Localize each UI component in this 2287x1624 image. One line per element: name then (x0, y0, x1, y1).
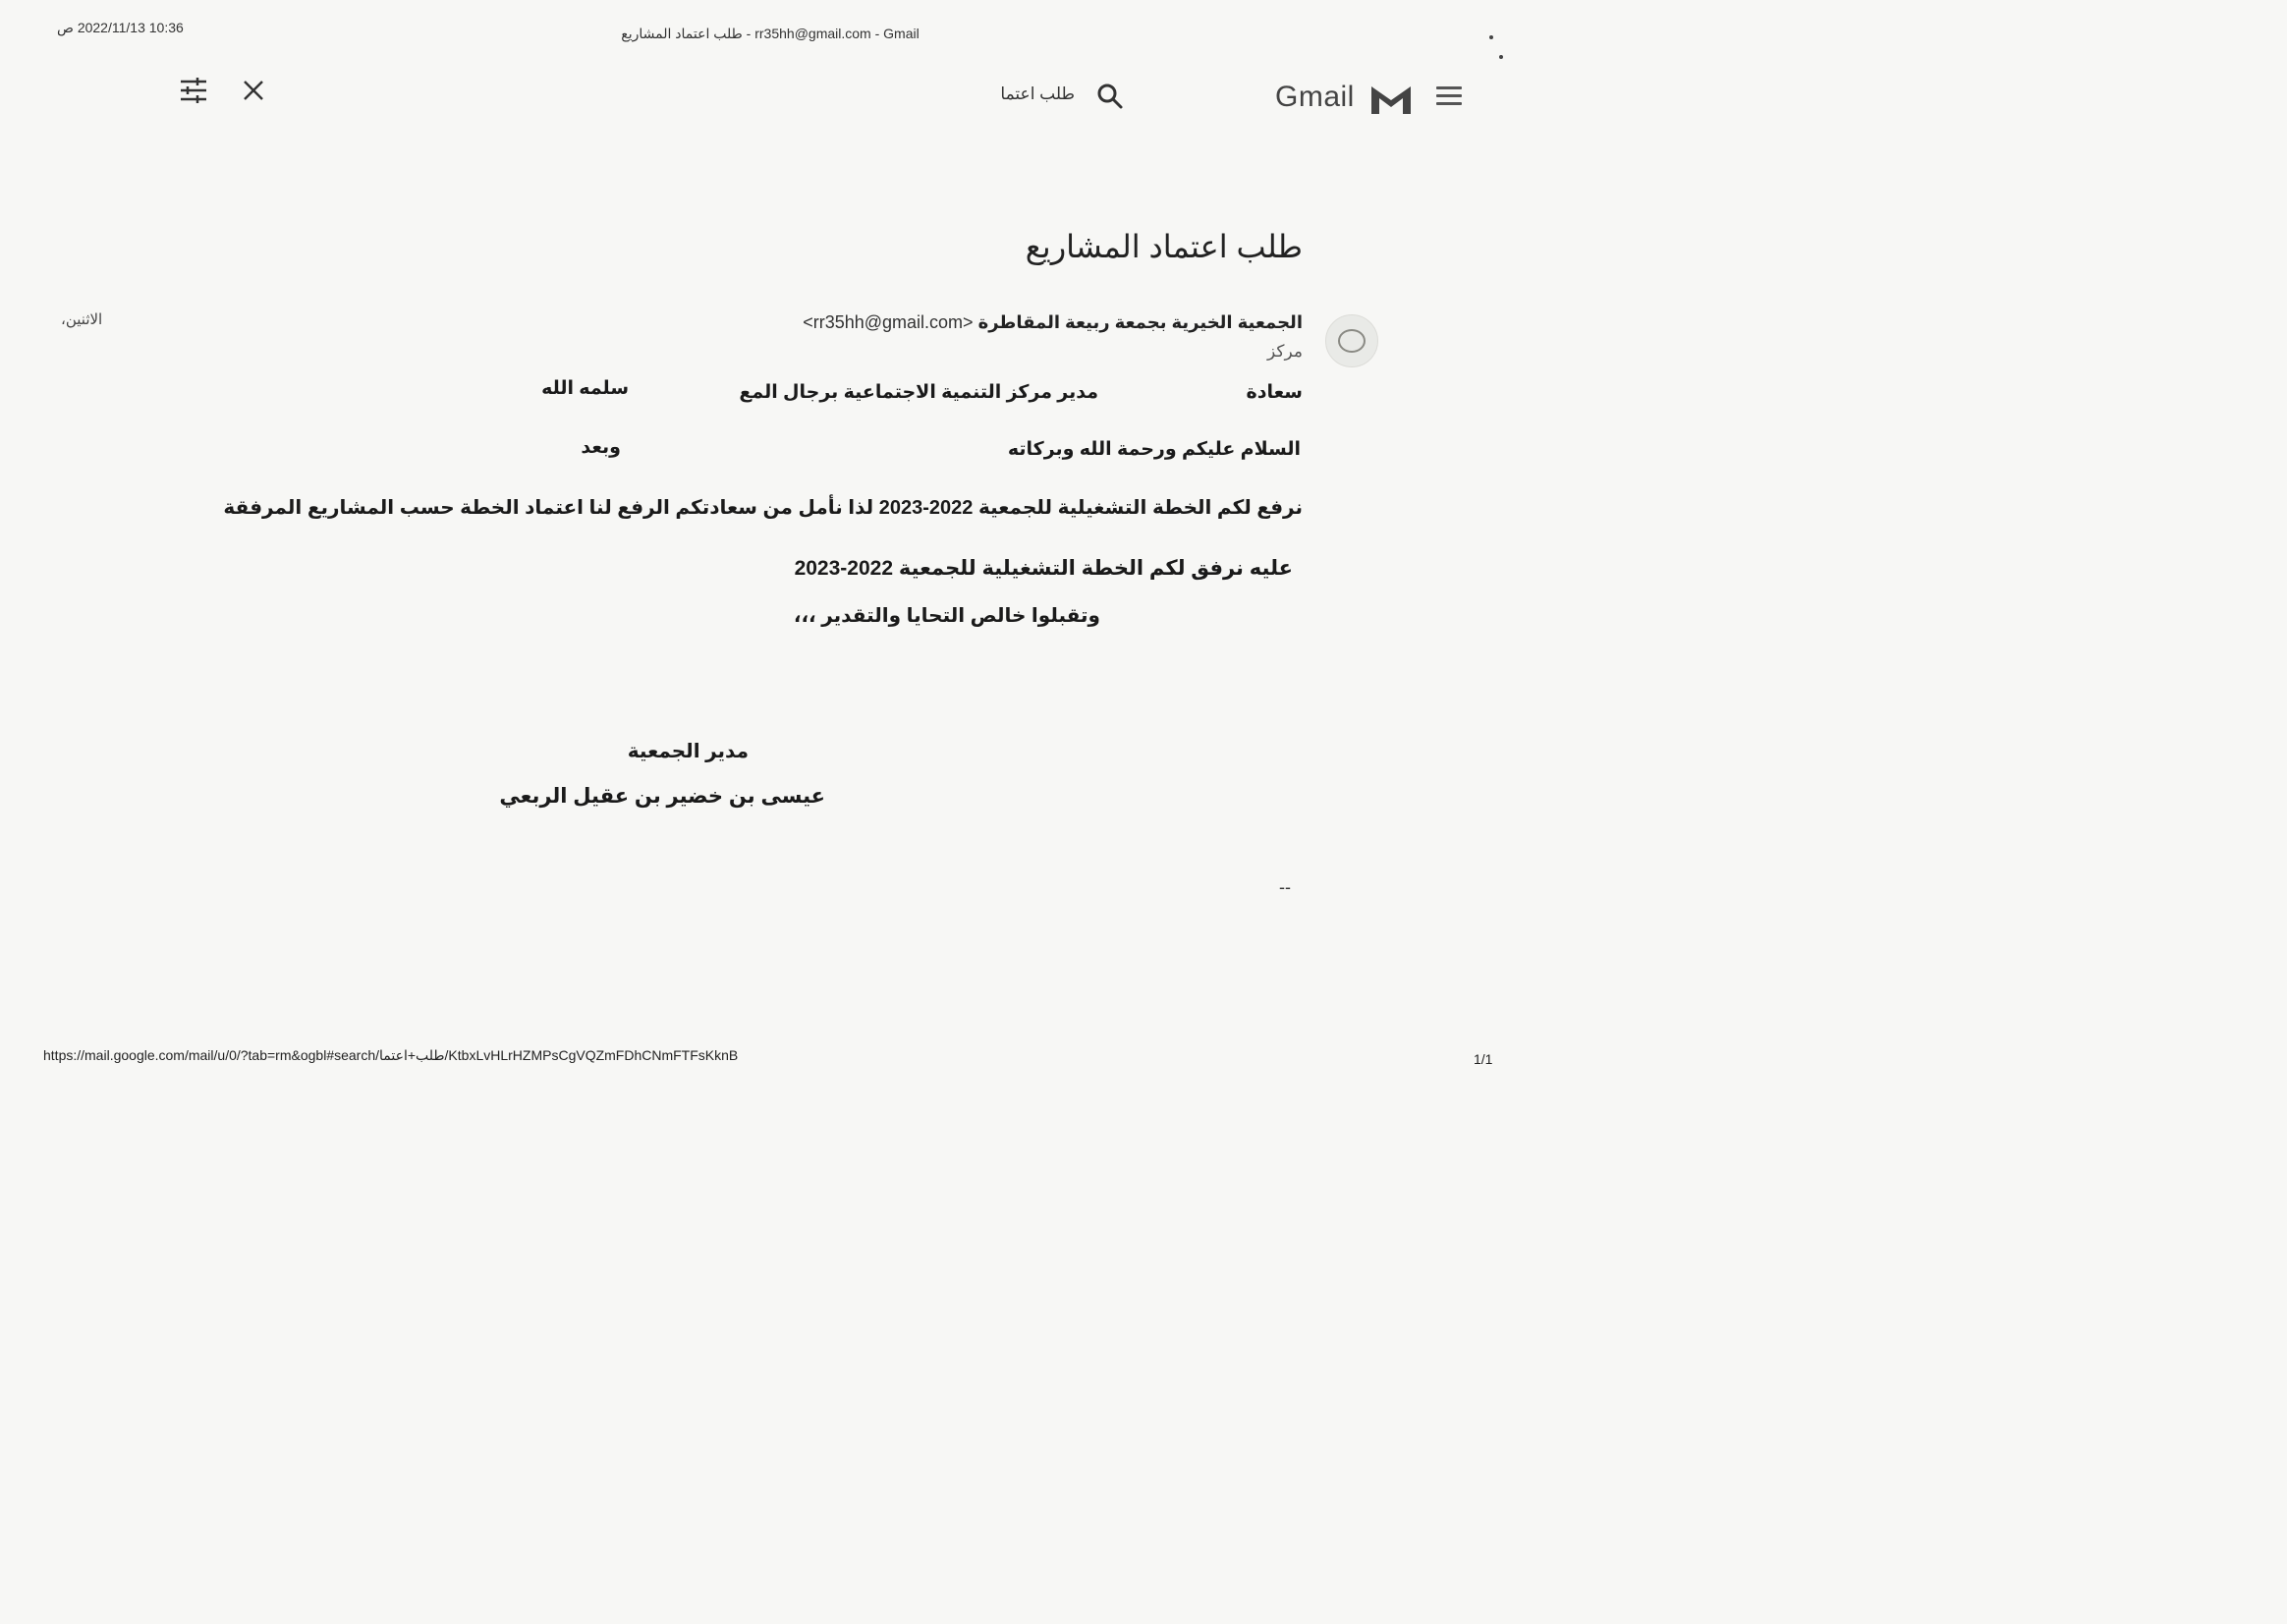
tune-icon[interactable] (179, 77, 208, 104)
print-datetime: 10:36 2022/11/13 ص (57, 20, 184, 35)
recipient: مركز (1267, 342, 1303, 361)
body-paragraph: نرفع لكم الخطة التشغيلية للجمعية 2022-2023 لذا نأمل من سعادتكم الرفع لنا اعتماد الخطة حسب المشاريع المرفقة (223, 497, 1303, 519)
menu-icon[interactable] (1436, 86, 1462, 108)
signature-name: عيسى بن خضير بن عقيل الربعي (499, 785, 825, 808)
salutation-name: مدير مركز التنمية الاجتماعية برجال المع (739, 382, 1098, 403)
scan-speck (1499, 55, 1503, 59)
close-icon[interactable] (242, 79, 265, 102)
search-input[interactable]: طلب اعتما (1000, 84, 1075, 103)
gmail-logo-icon[interactable] (1367, 81, 1415, 116)
sender-avatar[interactable] (1325, 314, 1378, 367)
print-page-title: طلب اعتماد المشاريع - rr35hh@gmail.com - Gmail (621, 26, 920, 41)
email-date: الاثنين، (61, 311, 103, 328)
greeting: السلام عليكم ورحمة الله وبركاته (1007, 439, 1301, 460)
greeting-end: وبعد (581, 437, 621, 458)
sender-name[interactable]: الجمعية الخيرية بجمعة ربيعة المقاطرة (977, 312, 1303, 332)
salutation-end: سلمه الله (541, 378, 629, 399)
print-footer-url: https://mail.google.com/mail/u/0/?tab=rm&ogbl#search/طلب+اعتما/KtbxLvHLrHZMPsCgVQZmFDhCNmFTFsKknB (43, 1047, 739, 1063)
search-icon[interactable] (1096, 83, 1124, 110)
print-page-number: 1/1 (1474, 1051, 1493, 1067)
signature-separator: -- (1279, 877, 1291, 897)
sender-line (803, 312, 1303, 333)
sender-email[interactable]: <rr35hh@gmail.com> (803, 312, 974, 332)
salutation-title: سعادة (1246, 382, 1303, 403)
gmail-wordmark[interactable]: Gmail (1275, 81, 1355, 113)
scan-speck (1489, 35, 1493, 39)
email-subject: طلب اعتماد المشاريع (1025, 229, 1303, 264)
closing-line: وتقبلوا خالص التحايا والتقدير ،،، (793, 605, 1100, 627)
signature-title: مدير الجمعية (627, 741, 749, 762)
attachment-line: عليه نرفق لكم الخطة التشغيلية للجمعية 2022-2023 (794, 557, 1293, 580)
